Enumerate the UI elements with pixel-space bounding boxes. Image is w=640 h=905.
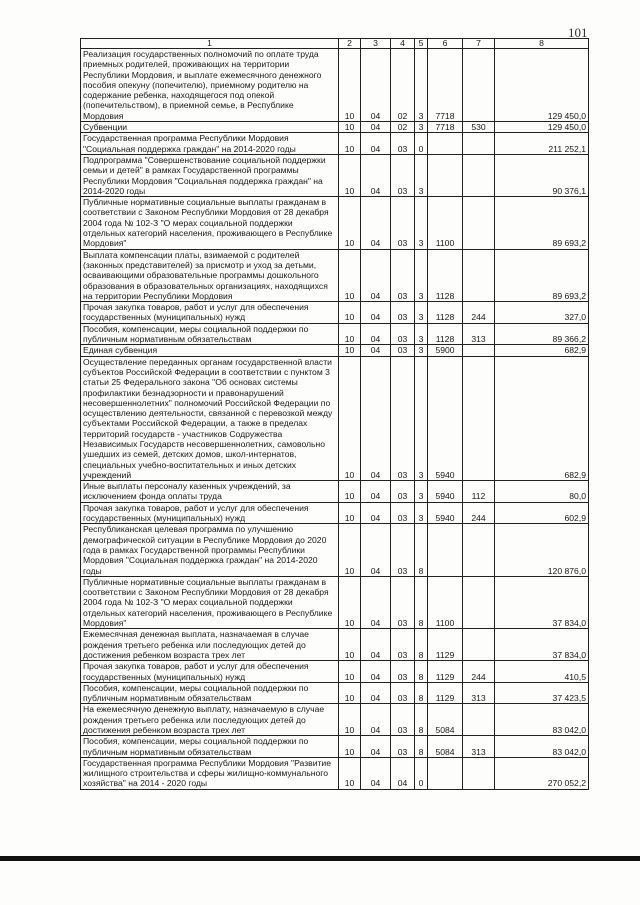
article-cell: 1129 [428, 629, 463, 661]
subsection-cell: 04 [361, 757, 391, 789]
name-cell: Осуществление переданных органам государственной власти субъектов Российской Федерации в соответствии с пунктом 3 статьи 25 Федерального закона "Об основах системы профилактики безнадзорности и правонарушений несовершеннолетних" полномочий Российской Федерации по осуществлению деятельности, связанной с перевозкой между субъектами Российской Федерации, а также в пределах территорий государств - участников Содружества Независимых Государств несовершеннолетних, самовольно ушедших из семей, детских домов, школ-интернатов, специальных учебно-воспитательных и иных детских учреждений [81, 356, 339, 481]
subsection-cell: 04 [361, 154, 391, 196]
subprogram-cell: 3 [415, 481, 428, 503]
program-cell: 02 [391, 122, 415, 133]
program-cell: 02 [391, 49, 415, 122]
expense-type-cell [463, 133, 495, 155]
article-cell: 5940 [428, 502, 463, 524]
subprogram-cell: 8 [415, 524, 428, 576]
article-cell: 5084 [428, 704, 463, 736]
article-cell: 7718 [428, 122, 463, 133]
name-cell: Прочая закупка товаров, работ и услуг для обеспечения государственных (муниципальных) нужд [81, 302, 339, 324]
subsection-cell: 04 [361, 323, 391, 345]
subprogram-cell: 8 [415, 682, 428, 704]
subprogram-cell: 8 [415, 576, 428, 628]
expense-type-cell: 313 [463, 323, 495, 345]
section-cell: 10 [339, 661, 361, 683]
section-cell: 10 [339, 576, 361, 628]
subprogram-cell: 3 [415, 197, 428, 249]
section-cell: 10 [339, 323, 361, 345]
program-cell: 03 [391, 197, 415, 249]
expense-type-cell: 112 [463, 481, 495, 503]
table-row [81, 49, 589, 122]
amount-cell: 682,9 [495, 345, 589, 356]
program-cell: 03 [391, 323, 415, 345]
section-cell: 10 [339, 502, 361, 524]
subsection-cell: 04 [361, 736, 391, 758]
amount-cell: 89 366,2 [495, 323, 589, 345]
header-col-4: 4 [391, 39, 415, 49]
expense-type-cell [463, 524, 495, 576]
subsection-cell: 04 [361, 576, 391, 628]
expense-type-cell [463, 704, 495, 736]
subsection-cell: 04 [361, 661, 391, 683]
name-cell: На ежемесячную денежную выплату, назначаемую в случае рождения третьего ребенка или последующих детей до достижения ребенком возраста трех лет [81, 704, 339, 736]
section-cell: 10 [339, 133, 361, 155]
subsection-cell: 04 [361, 682, 391, 704]
header-col-5: 5 [415, 39, 428, 49]
subsection-cell: 04 [361, 249, 391, 301]
header-col-8: 8 [495, 39, 589, 49]
section-cell: 10 [339, 736, 361, 758]
amount-cell: 270 052,2 [495, 757, 589, 789]
amount-cell: 211 252,1 [495, 133, 589, 155]
program-cell: 03 [391, 356, 415, 481]
subprogram-cell: 8 [415, 629, 428, 661]
subsection-cell: 04 [361, 704, 391, 736]
name-cell: Государственная программа Республики Мордовия "Социальная поддержка граждан" на 2014-2020 годы [81, 133, 339, 155]
program-cell: 03 [391, 661, 415, 683]
program-cell: 03 [391, 481, 415, 503]
section-cell: 10 [339, 345, 361, 356]
subsection-cell: 04 [361, 345, 391, 356]
article-cell: 5940 [428, 481, 463, 503]
article-cell [428, 154, 463, 196]
table-row [81, 524, 589, 576]
subsection-cell: 04 [361, 524, 391, 576]
section-cell: 10 [339, 629, 361, 661]
expense-type-cell: 313 [463, 736, 495, 758]
section-cell: 10 [339, 49, 361, 122]
table-row [81, 736, 589, 758]
section-cell: 10 [339, 682, 361, 704]
section-cell: 10 [339, 154, 361, 196]
section-cell: 10 [339, 249, 361, 301]
expense-type-cell [463, 49, 495, 122]
article-cell: 5900 [428, 345, 463, 356]
subprogram-cell: 3 [415, 302, 428, 324]
program-cell: 03 [391, 704, 415, 736]
article-cell: 1129 [428, 682, 463, 704]
amount-cell: 129 450,0 [495, 122, 589, 133]
name-cell: Пособия, компенсации, меры социальной поддержки по публичным нормативным обязательствам [81, 736, 339, 758]
expense-type-cell [463, 345, 495, 356]
amount-cell: 410,5 [495, 661, 589, 683]
table-row [81, 704, 589, 736]
program-cell: 03 [391, 736, 415, 758]
table-row [81, 154, 589, 196]
header-col-3: 3 [361, 39, 391, 49]
header-row [81, 39, 589, 49]
amount-cell: 89 693,2 [495, 197, 589, 249]
subsection-cell: 04 [361, 122, 391, 133]
name-cell: Ежемесячная денежная выплата, назначаемая в случае рождения третьего ребенка или последующих детей до достижения ребенком возраста трех лет [81, 629, 339, 661]
expense-type-cell [463, 576, 495, 628]
subprogram-cell: 8 [415, 736, 428, 758]
subprogram-cell: 0 [415, 757, 428, 789]
expense-type-cell [463, 356, 495, 481]
section-cell: 10 [339, 524, 361, 576]
table-row [81, 249, 589, 301]
program-cell: 03 [391, 629, 415, 661]
section-cell: 10 [339, 704, 361, 736]
name-cell: Подпрограмма "Совершенствование социальной поддержки семьи и детей" в рамках Государственной программы Республики Мордовия "Социальная поддержка граждан" на 2014-2020 годы [81, 154, 339, 196]
name-cell: Публичные нормативные социальные выплаты гражданам в соответствии с Законом Республики Мордовия от 28 декабря 2004 года № 102-З "О мерах социальной поддержки отдельных категорий населения, проживающего в Республике Мордовия" [81, 197, 339, 249]
section-cell: 10 [339, 302, 361, 324]
name-cell: Государственная программа Республики Мордовия "Развитие жилищного строительства и сферы жилищно-коммунального хозяйства" на 2014 - 2020 годы [81, 757, 339, 789]
name-cell: Прочая закупка товаров, работ и услуг для обеспечения государственных (муниципальных) нужд [81, 502, 339, 524]
expense-type-cell: 530 [463, 122, 495, 133]
expense-type-cell [463, 757, 495, 789]
table-row [81, 302, 589, 324]
subprogram-cell: 3 [415, 356, 428, 481]
name-cell: Субвенции [81, 122, 339, 133]
program-cell: 03 [391, 133, 415, 155]
subsection-cell: 04 [361, 502, 391, 524]
name-cell: Прочая закупка товаров, работ и услуг для обеспечения государственных (муниципальных) нужд [81, 661, 339, 683]
program-cell: 03 [391, 576, 415, 628]
article-cell [428, 757, 463, 789]
section-cell: 10 [339, 197, 361, 249]
amount-cell: 37 834,0 [495, 576, 589, 628]
amount-cell: 120 876,0 [495, 524, 589, 576]
amount-cell: 83 042,0 [495, 704, 589, 736]
name-cell: Публичные нормативные социальные выплаты гражданам в соответствии с Законом Республики Мордовия от 28 декабря 2004 года № 102-З "О мерах социальной поддержки отдельных категорий населения, проживающего в Республике Мордовия" [81, 576, 339, 628]
name-cell: Пособия, компенсации, меры социальной поддержки по публичным нормативным обязательствам [81, 682, 339, 704]
table-row [81, 576, 589, 628]
header-col-6: 6 [428, 39, 463, 49]
program-cell: 03 [391, 302, 415, 324]
amount-cell: 83 042,0 [495, 736, 589, 758]
program-cell: 03 [391, 502, 415, 524]
subsection-cell: 04 [361, 133, 391, 155]
expense-type-cell [463, 154, 495, 196]
table-row [81, 502, 589, 524]
amount-cell: 327,0 [495, 302, 589, 324]
program-cell: 03 [391, 682, 415, 704]
article-cell [428, 524, 463, 576]
header-col-7: 7 [463, 39, 495, 49]
table-row [81, 323, 589, 345]
section-cell: 10 [339, 122, 361, 133]
table-row [81, 356, 589, 481]
program-cell: 03 [391, 249, 415, 301]
subprogram-cell: 8 [415, 661, 428, 683]
table-row [81, 133, 589, 155]
section-cell: 10 [339, 481, 361, 503]
article-cell: 1100 [428, 197, 463, 249]
article-cell: 1128 [428, 302, 463, 324]
program-cell: 03 [391, 524, 415, 576]
bottom-divider [0, 856, 640, 861]
table-row [81, 661, 589, 683]
subsection-cell: 04 [361, 356, 391, 481]
program-cell: 03 [391, 345, 415, 356]
subprogram-cell: 3 [415, 249, 428, 301]
table-row [81, 122, 589, 133]
table-row [81, 629, 589, 661]
article-cell: 7718 [428, 49, 463, 122]
expense-type-cell [463, 249, 495, 301]
subsection-cell: 04 [361, 481, 391, 503]
table-body [81, 49, 589, 790]
table-row [81, 682, 589, 704]
expense-type-cell: 244 [463, 502, 495, 524]
expense-type-cell [463, 197, 495, 249]
amount-cell: 682,9 [495, 356, 589, 481]
subprogram-cell: 3 [415, 154, 428, 196]
program-cell: 03 [391, 154, 415, 196]
article-cell: 5084 [428, 736, 463, 758]
article-cell: 1128 [428, 323, 463, 345]
budget-table [80, 38, 589, 790]
amount-cell: 602,9 [495, 502, 589, 524]
subprogram-cell: 8 [415, 704, 428, 736]
table-row [81, 481, 589, 503]
article-cell: 5940 [428, 356, 463, 481]
subprogram-cell: 0 [415, 133, 428, 155]
amount-cell: 37 423,5 [495, 682, 589, 704]
program-cell: 04 [391, 757, 415, 789]
subprogram-cell: 3 [415, 345, 428, 356]
table-row [81, 345, 589, 356]
name-cell: Пособия, компенсации, меры социальной поддержки по публичным нормативным обязательствам [81, 323, 339, 345]
article-cell: 1100 [428, 576, 463, 628]
expense-type-cell: 244 [463, 661, 495, 683]
subprogram-cell: 3 [415, 122, 428, 133]
subsection-cell: 04 [361, 302, 391, 324]
name-cell: Республиканская целевая программа по улучшению демографической ситуации в Республике Мордовия до 2020 года в рамках Государственной программы Республики Мордовия "Социальная поддержка граждан" на 2014-2020 годы [81, 524, 339, 576]
subprogram-cell: 3 [415, 502, 428, 524]
name-cell: Единая субвенция [81, 345, 339, 356]
header-col-1: 1 [81, 39, 339, 49]
article-cell: 1129 [428, 661, 463, 683]
table-row [81, 757, 589, 789]
amount-cell: 89 693,2 [495, 249, 589, 301]
name-cell: Иные выплаты персоналу казенных учреждений, за исключением фонда оплаты труда [81, 481, 339, 503]
amount-cell: 80,0 [495, 481, 589, 503]
section-cell: 10 [339, 356, 361, 481]
subsection-cell: 04 [361, 629, 391, 661]
amount-cell: 37 834,0 [495, 629, 589, 661]
expense-type-cell [463, 629, 495, 661]
table-row [81, 197, 589, 249]
header-col-2: 2 [339, 39, 361, 49]
expense-type-cell: 313 [463, 682, 495, 704]
article-cell: 1128 [428, 249, 463, 301]
subprogram-cell: 3 [415, 323, 428, 345]
amount-cell: 90 376,1 [495, 154, 589, 196]
name-cell: Выплата компенсации платы, взимаемой с родителей (законных представителей) за присмотр и уход за детьми, осваивающими образовательные программы дошкольного образования в образовательных организациях, находящихся на территории Республики Мордовия [81, 249, 339, 301]
amount-cell: 129 450,0 [495, 49, 589, 122]
subsection-cell: 04 [361, 49, 391, 122]
page-number: 101 [568, 25, 588, 40]
name-cell: Реализация государственных полномочий по оплате труда приемных родителей, проживающих на территории Республики Мордовия, и выплате ежемесячного денежного пособия опекуну (попечителю), приемному родителю на содержание ребенка, находящегося под опекой (попечительством), в приемной семье, в Республике Мордовия [81, 49, 339, 122]
subsection-cell: 04 [361, 197, 391, 249]
section-cell: 10 [339, 757, 361, 789]
expense-type-cell: 244 [463, 302, 495, 324]
subprogram-cell: 3 [415, 49, 428, 122]
article-cell [428, 133, 463, 155]
